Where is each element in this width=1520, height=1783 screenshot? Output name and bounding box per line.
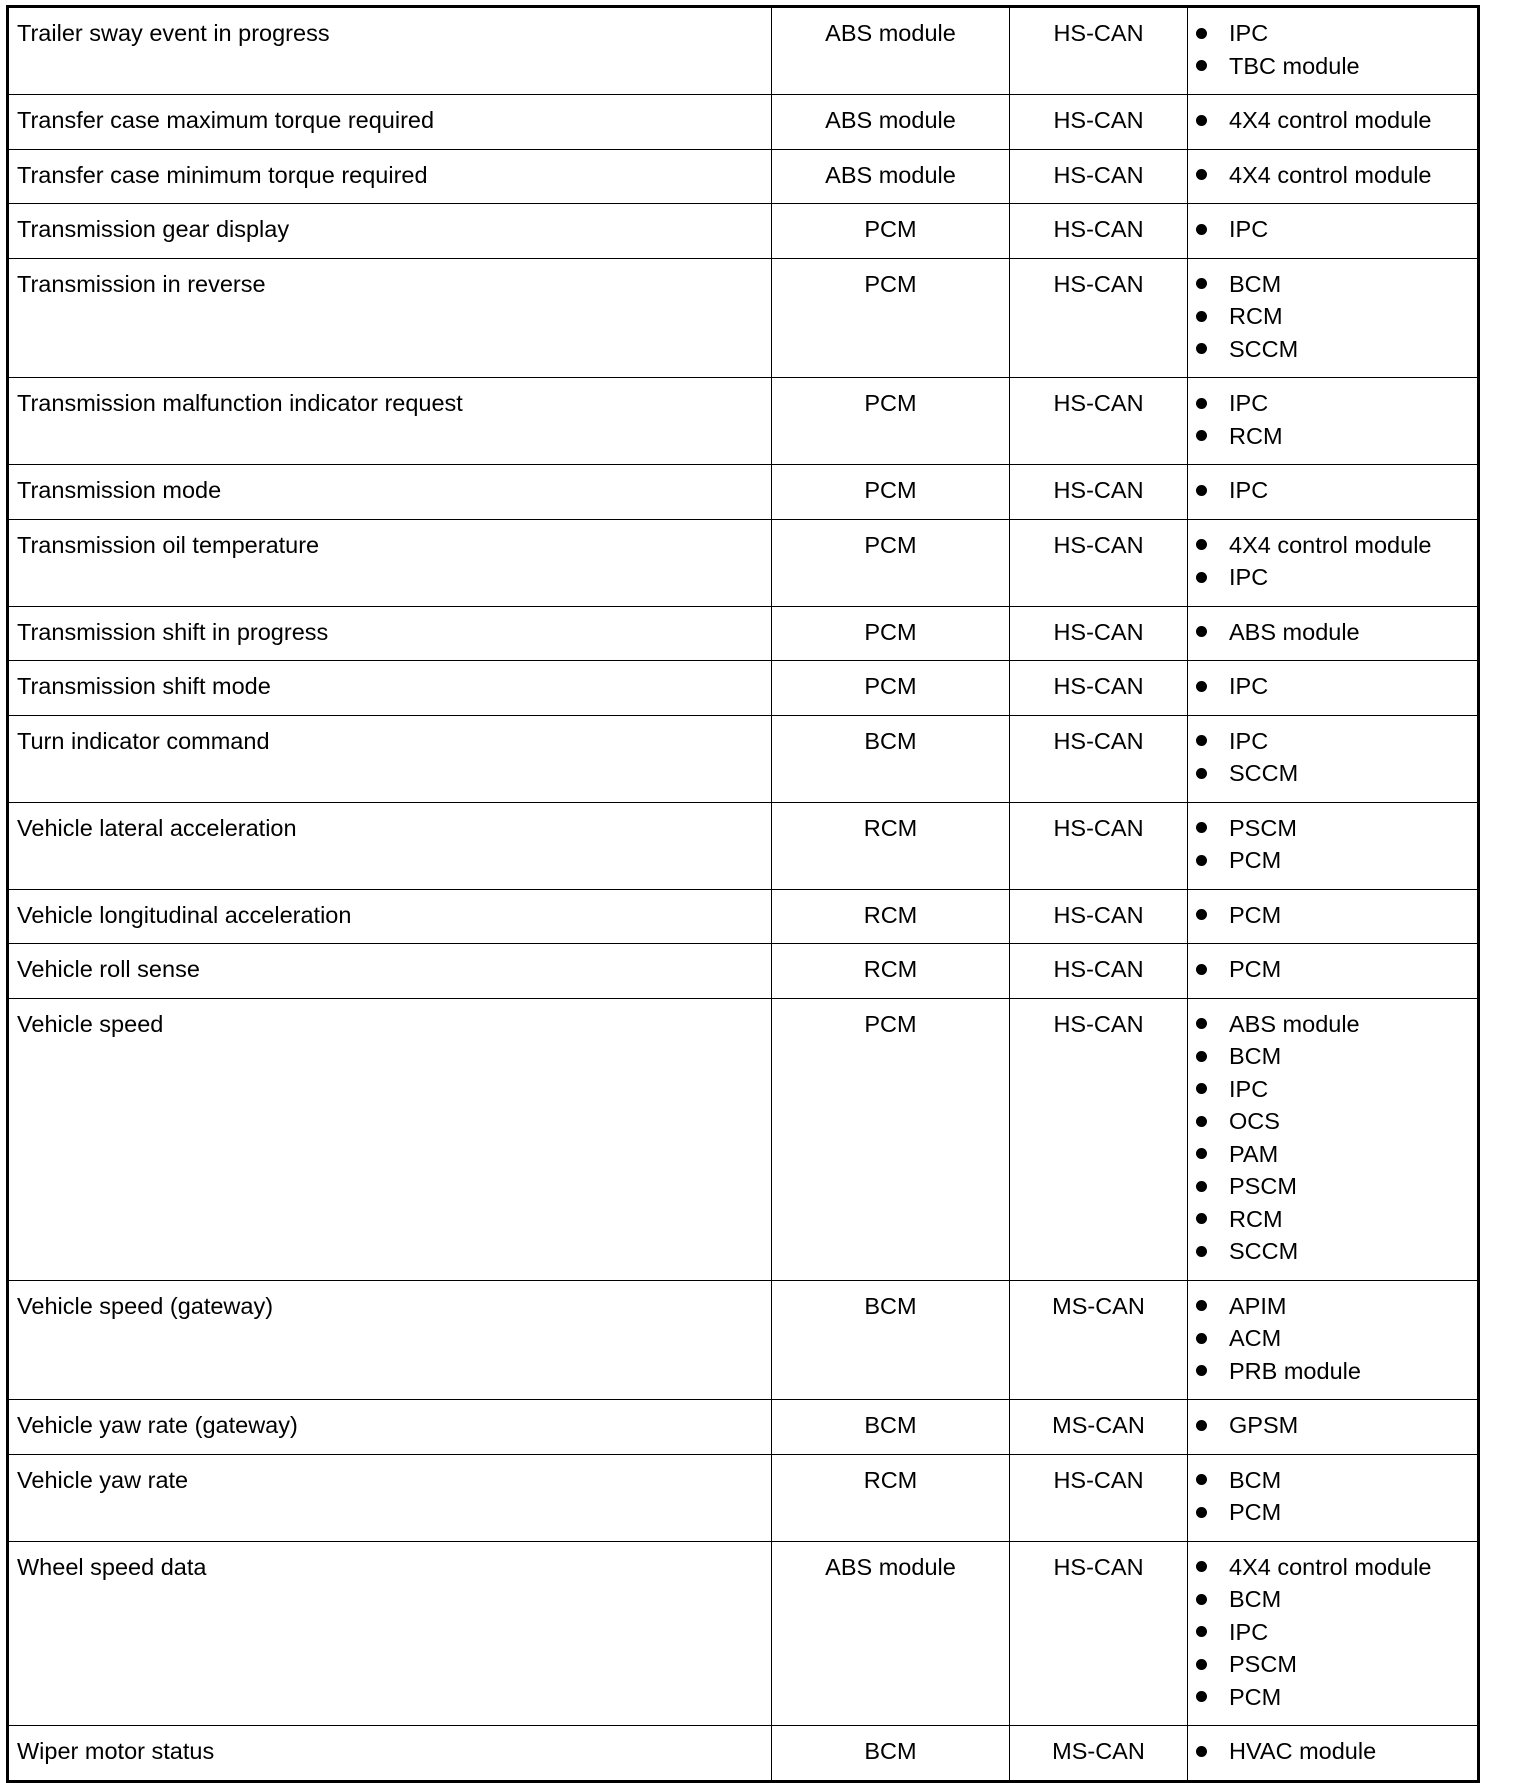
receiver-item bbox=[1196, 1235, 1469, 1268]
receiver-list bbox=[1196, 213, 1469, 246]
receiver-label: IPC bbox=[1229, 390, 1269, 416]
bullet-icon bbox=[1196, 1181, 1207, 1192]
bullet-icon bbox=[1196, 1300, 1207, 1311]
bullet-icon bbox=[1196, 278, 1207, 289]
bullet-icon bbox=[1196, 1333, 1207, 1344]
network-cell: HS-CAN bbox=[1010, 465, 1188, 520]
receiver-item bbox=[1196, 474, 1469, 507]
message-cell: Transmission malfunction indicator request bbox=[8, 378, 772, 465]
receiver-label: PAM bbox=[1229, 1140, 1279, 1167]
receiver-item bbox=[1196, 1170, 1469, 1203]
network-cell: HS-CAN bbox=[1010, 715, 1188, 802]
bullet-icon bbox=[1196, 115, 1207, 126]
message-cell: Transfer case maximum torque required bbox=[8, 95, 772, 150]
message-cell: Transmission shift in progress bbox=[8, 606, 772, 661]
receivers-cell bbox=[1188, 661, 1479, 716]
network-message-table-sheet bbox=[6, 5, 1477, 1783]
receiver-label: 4X4 control module bbox=[1229, 531, 1432, 558]
receiver-item bbox=[1196, 899, 1469, 932]
bullet-icon bbox=[1196, 1746, 1207, 1757]
receiver-item bbox=[1196, 1355, 1469, 1388]
network-cell: HS-CAN bbox=[1010, 1454, 1188, 1541]
bullet-icon bbox=[1196, 572, 1207, 583]
receiver-item bbox=[1196, 333, 1469, 366]
receivers-cell bbox=[1188, 204, 1479, 259]
bullet-icon bbox=[1196, 1018, 1207, 1029]
receiver-label: RCM bbox=[1229, 1205, 1283, 1232]
receiver-label: IPC bbox=[1229, 1618, 1269, 1645]
receiver-list bbox=[1196, 529, 1469, 594]
receiver-item bbox=[1196, 1409, 1469, 1442]
table-body bbox=[8, 7, 1479, 1782]
receiver-item bbox=[1196, 1203, 1469, 1236]
receiver-label: BCM bbox=[1229, 1466, 1282, 1493]
receivers-cell bbox=[1188, 1280, 1479, 1400]
source-module-cell: ABS module bbox=[772, 7, 1010, 95]
bullet-icon bbox=[1196, 1246, 1207, 1257]
receiver-label: IPC bbox=[1229, 673, 1269, 699]
source-module-cell: BCM bbox=[772, 1280, 1010, 1400]
receiver-list bbox=[1196, 1008, 1469, 1268]
bullet-icon bbox=[1196, 28, 1207, 39]
message-cell: Vehicle roll sense bbox=[8, 944, 772, 999]
network-cell: HS-CAN bbox=[1010, 606, 1188, 661]
receivers-cell bbox=[1188, 1726, 1479, 1782]
receiver-label: PCM bbox=[1229, 956, 1282, 982]
message-cell: Transmission oil temperature bbox=[8, 519, 772, 606]
receiver-label: ABS module bbox=[1229, 618, 1360, 645]
table-row bbox=[8, 998, 1479, 1280]
receiver-item bbox=[1196, 1040, 1469, 1073]
network-cell: HS-CAN bbox=[1010, 204, 1188, 259]
network-cell: HS-CAN bbox=[1010, 519, 1188, 606]
table-row bbox=[8, 465, 1479, 520]
receiver-item bbox=[1196, 387, 1469, 420]
receiver-label: HVAC module bbox=[1229, 1738, 1377, 1764]
bullet-icon bbox=[1196, 539, 1207, 550]
bullet-icon bbox=[1196, 1659, 1207, 1670]
bullet-icon bbox=[1196, 822, 1207, 833]
receiver-label: RCM bbox=[1229, 422, 1283, 449]
receiver-label: ABS module bbox=[1229, 1010, 1360, 1037]
bullet-icon bbox=[1196, 1051, 1207, 1062]
receiver-list bbox=[1196, 268, 1469, 366]
receiver-item bbox=[1196, 268, 1469, 301]
receivers-cell bbox=[1188, 802, 1479, 889]
table-row bbox=[8, 204, 1479, 259]
source-module-cell: PCM bbox=[772, 204, 1010, 259]
receiver-item bbox=[1196, 1496, 1469, 1529]
bullet-icon bbox=[1196, 1213, 1207, 1224]
receiver-label: RCM bbox=[1229, 303, 1283, 329]
receiver-list bbox=[1196, 104, 1469, 137]
table-row bbox=[8, 944, 1479, 999]
bullet-icon bbox=[1196, 1507, 1207, 1518]
receiver-label: SCCM bbox=[1229, 335, 1299, 362]
receiver-item bbox=[1196, 1008, 1469, 1041]
receiver-label: IPC bbox=[1229, 20, 1269, 46]
source-module-cell: RCM bbox=[772, 889, 1010, 944]
bullet-icon bbox=[1196, 60, 1207, 71]
receiver-list bbox=[1196, 953, 1469, 986]
bullet-icon bbox=[1196, 1691, 1207, 1702]
receiver-label: TBC module bbox=[1229, 52, 1360, 79]
receiver-item bbox=[1196, 1322, 1469, 1355]
receiver-label: IPC bbox=[1229, 477, 1269, 503]
bullet-icon bbox=[1196, 430, 1207, 441]
network-cell: HS-CAN bbox=[1010, 378, 1188, 465]
receiver-list bbox=[1196, 1735, 1469, 1768]
network-cell: HS-CAN bbox=[1010, 7, 1188, 95]
message-cell: Transmission in reverse bbox=[8, 258, 772, 378]
receiver-item bbox=[1196, 725, 1469, 758]
receiver-item bbox=[1196, 17, 1469, 50]
receiver-label: APIM bbox=[1229, 1292, 1287, 1319]
network-cell: HS-CAN bbox=[1010, 149, 1188, 204]
receiver-label: 4X4 control module bbox=[1229, 107, 1432, 133]
bullet-icon bbox=[1196, 768, 1207, 779]
network-message-table bbox=[6, 5, 1480, 1783]
table-row bbox=[8, 1400, 1479, 1455]
table-row bbox=[8, 1280, 1479, 1400]
message-cell: Trailer sway event in progress bbox=[8, 7, 772, 95]
bullet-icon bbox=[1196, 398, 1207, 409]
message-cell: Turn indicator command bbox=[8, 715, 772, 802]
receiver-item bbox=[1196, 213, 1469, 246]
receivers-cell bbox=[1188, 519, 1479, 606]
message-cell: Transfer case minimum torque required bbox=[8, 149, 772, 204]
source-module-cell: PCM bbox=[772, 519, 1010, 606]
receiver-list bbox=[1196, 812, 1469, 877]
receiver-label: PCM bbox=[1229, 1683, 1282, 1710]
receiver-list bbox=[1196, 159, 1469, 192]
receiver-label: BCM bbox=[1229, 270, 1282, 297]
receiver-item bbox=[1196, 953, 1469, 986]
table-row bbox=[8, 661, 1479, 716]
receiver-label: 4X4 control module bbox=[1229, 161, 1432, 188]
network-cell: HS-CAN bbox=[1010, 1541, 1188, 1726]
receiver-list bbox=[1196, 387, 1469, 452]
receiver-list bbox=[1196, 474, 1469, 507]
message-cell: Wheel speed data bbox=[8, 1541, 772, 1726]
bullet-icon bbox=[1196, 1148, 1207, 1159]
bullet-icon bbox=[1196, 485, 1207, 496]
bullet-icon bbox=[1196, 681, 1207, 692]
receiver-label: IPC bbox=[1229, 727, 1269, 754]
receiver-label: PCM bbox=[1229, 847, 1282, 873]
receiver-label: SCCM bbox=[1229, 1238, 1299, 1264]
source-module-cell: PCM bbox=[772, 258, 1010, 378]
receiver-list bbox=[1196, 17, 1469, 82]
receiver-label: IPC bbox=[1229, 564, 1269, 590]
table-row bbox=[8, 519, 1479, 606]
table-row bbox=[8, 7, 1479, 95]
network-cell: HS-CAN bbox=[1010, 889, 1188, 944]
receivers-cell bbox=[1188, 944, 1479, 999]
receiver-label: PCM bbox=[1229, 1499, 1282, 1525]
receiver-label: PRB module bbox=[1229, 1357, 1361, 1384]
receivers-cell bbox=[1188, 95, 1479, 150]
receivers-cell bbox=[1188, 998, 1479, 1280]
source-module-cell: RCM bbox=[772, 802, 1010, 889]
bullet-icon bbox=[1196, 1116, 1207, 1127]
bullet-icon bbox=[1196, 626, 1207, 637]
source-module-cell: PCM bbox=[772, 465, 1010, 520]
receivers-cell bbox=[1188, 258, 1479, 378]
network-cell: MS-CAN bbox=[1010, 1726, 1188, 1782]
receiver-item bbox=[1196, 1073, 1469, 1106]
message-cell: Transmission mode bbox=[8, 465, 772, 520]
table-row bbox=[8, 715, 1479, 802]
source-module-cell: ABS module bbox=[772, 95, 1010, 150]
receiver-item bbox=[1196, 1681, 1469, 1714]
receiver-item bbox=[1196, 561, 1469, 594]
receiver-list bbox=[1196, 1290, 1469, 1388]
source-module-cell: RCM bbox=[772, 1454, 1010, 1541]
receiver-item bbox=[1196, 1551, 1469, 1584]
bullet-icon bbox=[1196, 343, 1207, 354]
receiver-list bbox=[1196, 899, 1469, 932]
table-row bbox=[8, 1726, 1479, 1782]
network-cell: MS-CAN bbox=[1010, 1280, 1188, 1400]
table-row bbox=[8, 889, 1479, 944]
network-cell: HS-CAN bbox=[1010, 802, 1188, 889]
bullet-icon bbox=[1196, 964, 1207, 975]
receivers-cell bbox=[1188, 606, 1479, 661]
bullet-icon bbox=[1196, 909, 1207, 920]
receiver-item bbox=[1196, 159, 1469, 192]
receivers-cell bbox=[1188, 1541, 1479, 1726]
message-cell: Vehicle yaw rate bbox=[8, 1454, 772, 1541]
message-cell: Vehicle speed bbox=[8, 998, 772, 1280]
receiver-list bbox=[1196, 616, 1469, 649]
source-module-cell: BCM bbox=[772, 715, 1010, 802]
receiver-label: IPC bbox=[1229, 1075, 1269, 1102]
network-cell: MS-CAN bbox=[1010, 1400, 1188, 1455]
table-row bbox=[8, 149, 1479, 204]
receivers-cell bbox=[1188, 149, 1479, 204]
receiver-list bbox=[1196, 1464, 1469, 1529]
source-module-cell: ABS module bbox=[772, 149, 1010, 204]
receiver-item bbox=[1196, 1290, 1469, 1323]
receiver-item bbox=[1196, 104, 1469, 137]
receiver-item bbox=[1196, 529, 1469, 562]
network-cell: HS-CAN bbox=[1010, 258, 1188, 378]
source-module-cell: RCM bbox=[772, 944, 1010, 999]
receivers-cell bbox=[1188, 889, 1479, 944]
receiver-label: OCS bbox=[1229, 1108, 1280, 1134]
bullet-icon bbox=[1196, 735, 1207, 746]
receiver-item bbox=[1196, 1648, 1469, 1681]
receiver-label: SCCM bbox=[1229, 760, 1299, 786]
bullet-icon bbox=[1196, 1594, 1207, 1605]
bullet-icon bbox=[1196, 1083, 1207, 1094]
source-module-cell: PCM bbox=[772, 378, 1010, 465]
table-row bbox=[8, 378, 1479, 465]
receiver-label: ACM bbox=[1229, 1325, 1282, 1351]
receiver-label: BCM bbox=[1229, 1586, 1282, 1612]
message-cell: Vehicle longitudinal acceleration bbox=[8, 889, 772, 944]
table-row bbox=[8, 802, 1479, 889]
receiver-label: GPSM bbox=[1229, 1412, 1299, 1438]
receiver-item bbox=[1196, 1138, 1469, 1171]
receiver-list bbox=[1196, 670, 1469, 703]
network-cell: HS-CAN bbox=[1010, 998, 1188, 1280]
receiver-list bbox=[1196, 1409, 1469, 1442]
message-cell: Vehicle speed (gateway) bbox=[8, 1280, 772, 1400]
message-cell: Vehicle yaw rate (gateway) bbox=[8, 1400, 772, 1455]
bullet-icon bbox=[1196, 1561, 1207, 1572]
source-module-cell: PCM bbox=[772, 606, 1010, 661]
receiver-item bbox=[1196, 1105, 1469, 1138]
receiver-item bbox=[1196, 420, 1469, 453]
receiver-item bbox=[1196, 50, 1469, 83]
bullet-icon bbox=[1196, 1626, 1207, 1637]
bullet-icon bbox=[1196, 169, 1207, 180]
receiver-item bbox=[1196, 844, 1469, 877]
network-cell: HS-CAN bbox=[1010, 661, 1188, 716]
source-module-cell: ABS module bbox=[772, 1541, 1010, 1726]
receiver-label: BCM bbox=[1229, 1043, 1282, 1069]
receivers-cell bbox=[1188, 715, 1479, 802]
receiver-item bbox=[1196, 1735, 1469, 1768]
bullet-icon bbox=[1196, 224, 1207, 235]
bullet-icon bbox=[1196, 311, 1207, 322]
source-module-cell: PCM bbox=[772, 661, 1010, 716]
network-cell: HS-CAN bbox=[1010, 95, 1188, 150]
message-cell: Vehicle lateral acceleration bbox=[8, 802, 772, 889]
table-row bbox=[8, 258, 1479, 378]
source-module-cell: BCM bbox=[772, 1726, 1010, 1782]
receivers-cell bbox=[1188, 378, 1479, 465]
table-row bbox=[8, 95, 1479, 150]
network-cell: HS-CAN bbox=[1010, 944, 1188, 999]
receivers-cell bbox=[1188, 1454, 1479, 1541]
receiver-item bbox=[1196, 812, 1469, 845]
receiver-label: IPC bbox=[1229, 216, 1269, 242]
bullet-icon bbox=[1196, 855, 1207, 866]
message-cell: Transmission shift mode bbox=[8, 661, 772, 716]
receiver-label: PCM bbox=[1229, 901, 1282, 928]
receiver-label: PSCM bbox=[1229, 1173, 1297, 1199]
message-cell: Transmission gear display bbox=[8, 204, 772, 259]
table-row bbox=[8, 606, 1479, 661]
receiver-label: PSCM bbox=[1229, 814, 1297, 841]
receiver-label: PSCM bbox=[1229, 1651, 1297, 1677]
receiver-item bbox=[1196, 1616, 1469, 1649]
receivers-cell bbox=[1188, 465, 1479, 520]
receiver-item bbox=[1196, 616, 1469, 649]
bullet-icon bbox=[1196, 1474, 1207, 1485]
receiver-item bbox=[1196, 757, 1469, 790]
source-module-cell: BCM bbox=[772, 1400, 1010, 1455]
receiver-list bbox=[1196, 725, 1469, 790]
receiver-item bbox=[1196, 670, 1469, 703]
source-module-cell: PCM bbox=[772, 998, 1010, 1280]
receiver-label: 4X4 control module bbox=[1229, 1553, 1432, 1580]
table-row bbox=[8, 1454, 1479, 1541]
receiver-item bbox=[1196, 300, 1469, 333]
bullet-icon bbox=[1196, 1365, 1207, 1376]
message-cell: Wiper motor status bbox=[8, 1726, 772, 1782]
bullet-icon bbox=[1196, 1420, 1207, 1431]
receiver-item bbox=[1196, 1583, 1469, 1616]
table-row bbox=[8, 1541, 1479, 1726]
receiver-item bbox=[1196, 1464, 1469, 1497]
receivers-cell bbox=[1188, 1400, 1479, 1455]
receivers-cell bbox=[1188, 7, 1479, 95]
receiver-list bbox=[1196, 1551, 1469, 1714]
